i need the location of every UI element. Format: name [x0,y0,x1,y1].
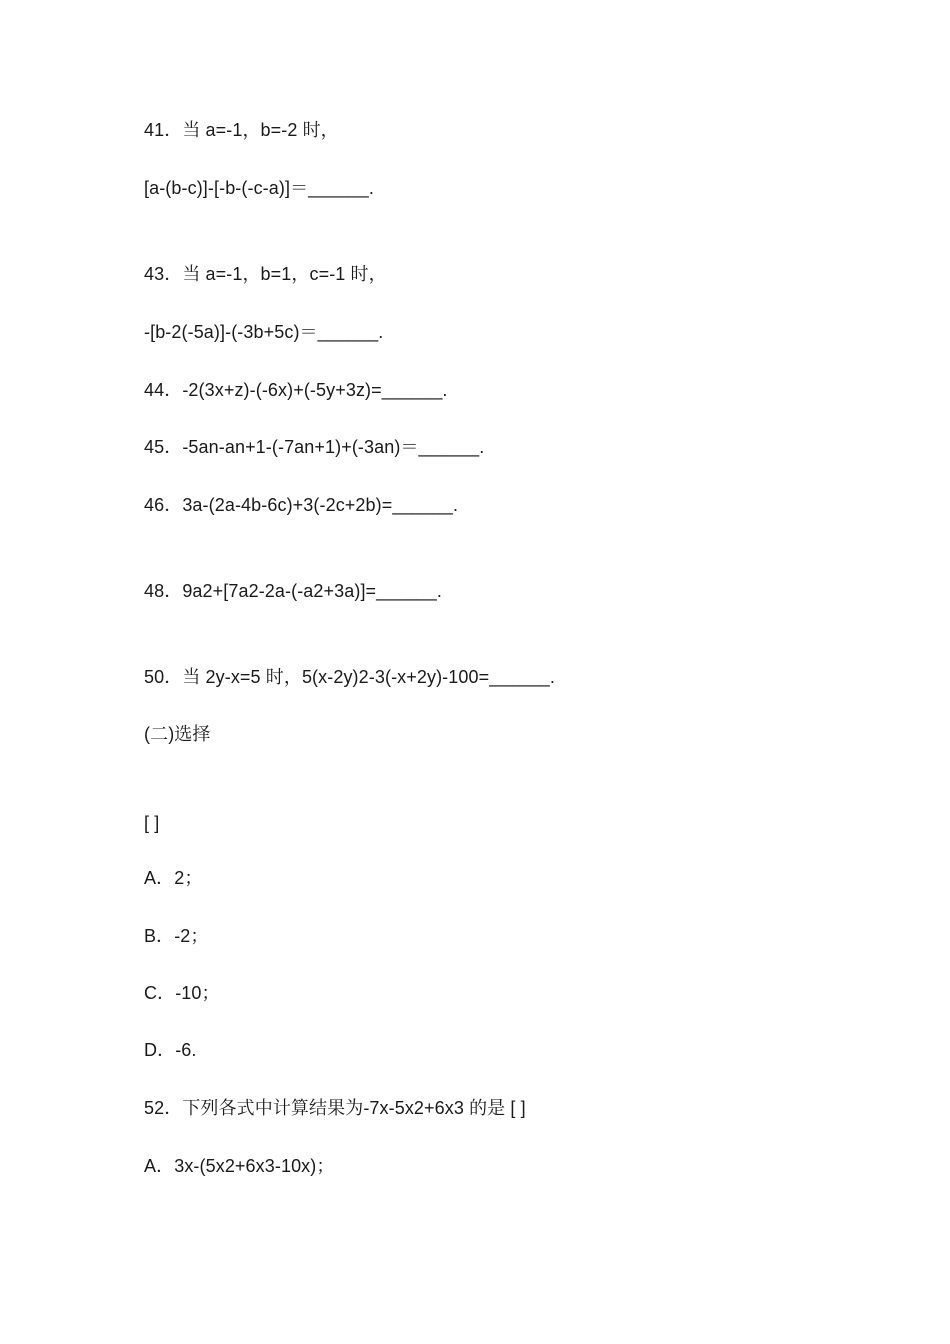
question-52: 52．下列各式中计算结果为-7x-5x2+6x3 的是 [ ] [144,1098,526,1118]
option-d: D．-6. [144,1040,197,1060]
question-52-option-a: A．3x-(5x2+6x3-10x)； [144,1156,335,1176]
question-43-condition: 43．当 a=-1，b=1，c=-1 时， [144,264,387,284]
option-a: A．2； [144,868,203,888]
question-41-condition: 41．当 a=-1，b=-2 时， [144,120,339,140]
section-heading-choice: (二)选择 [144,724,211,744]
question-45: 45．-5an-an+1-(-7an+1)+(-3an)＝______. [144,437,485,457]
question-44: 44．-2(3x+z)-(-6x)+(-5y+3z)=______. [144,380,448,400]
question-50: 50．当 2y-x=5 时，5(x-2y)2-3(-x+2y)-100=______. [144,667,555,687]
option-b: B．-2； [144,926,209,946]
question-41-expression: [a-(b-c)]-[-b-(-c-a)]＝______. [144,178,374,198]
question-43-expression: -[b-2(-5a)]-(-3b+5c)＝______. [144,322,384,342]
question-48: 48．9a2+[7a2-2a-(-a2+3a)]=______. [144,581,442,601]
question-46: 46．3a-(2a-4b-6c)+3(-2c+2b)=______. [144,495,459,515]
option-c: C．-10； [144,983,220,1003]
answer-bracket: [ ] [144,813,160,833]
